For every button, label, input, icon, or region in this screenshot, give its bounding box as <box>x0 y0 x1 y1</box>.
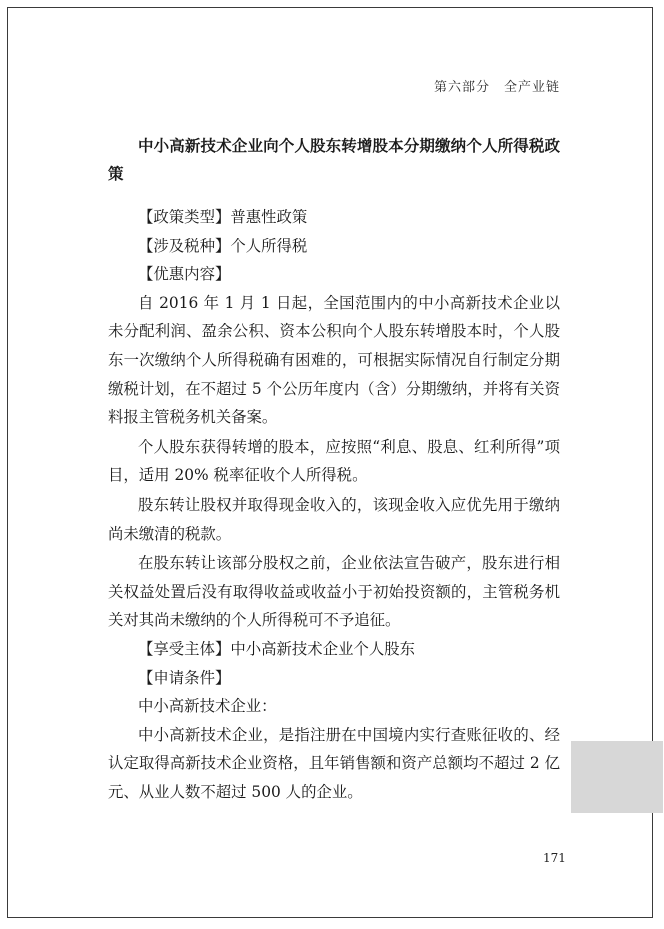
preferential-content-heading: 【优惠内容】 <box>138 265 231 284</box>
paragraph: 中小高新技术企业，是指注册在中国境内实行查账征收的、经认定取得高新技术企业资格，且年销售额和资产总额均不超过 2 亿元、从业人数不超过 500 人的企业。 <box>108 725 560 801</box>
body-text <box>108 203 560 806</box>
paragraph: 在股东转让该部分股权之前，企业依法宣告破产，股东进行相关权益处置后没有取得收益或收益小于初始投资额的，主管税务机关对其尚未缴纳的个人所得税可不予追征。 <box>108 554 560 630</box>
section-thumb-tab <box>571 741 663 813</box>
tax-type-line: 【涉及税种】个人所得税 <box>138 236 308 255</box>
paragraph: 自 2016 年 1 月 1 日起，全国范围内的中小高新技术企业以未分配利润、盈余公积、资本公积向个人股东转增股本时，个人股东一次缴纳个人所得税确有困难的，可根据实际情况自行制定分期缴税计划，在不超过 5 个公历年度内（含）分期缴纳，并将有关资料报主管税务机关备案。 <box>108 293 560 427</box>
policy-type-line: 【政策类型】普惠性政策 <box>138 208 308 226</box>
beneficiary-line: 【享受主体】中小高新技术企业个人股东 <box>138 639 416 658</box>
page-number: 171 <box>543 851 566 865</box>
page-title: 中小高新技术企业向个人股东转增股本分期缴纳个人所得税政策 <box>108 137 560 183</box>
conditions-heading: 【申请条件】 <box>138 668 231 687</box>
paragraph: 个人股东获得转增的股本，应按照“利息、股息、红利所得”项目，适用 20% 税率征收个人所得税。 <box>108 437 560 485</box>
paragraph: 股东转让股权并取得现金收入的，该现金收入应优先用于缴纳尚未缴清的税款。 <box>108 495 560 543</box>
paragraph: 中小高新技术企业： <box>138 697 277 716</box>
running-head: 第六部分 全产业链 <box>433 80 560 95</box>
